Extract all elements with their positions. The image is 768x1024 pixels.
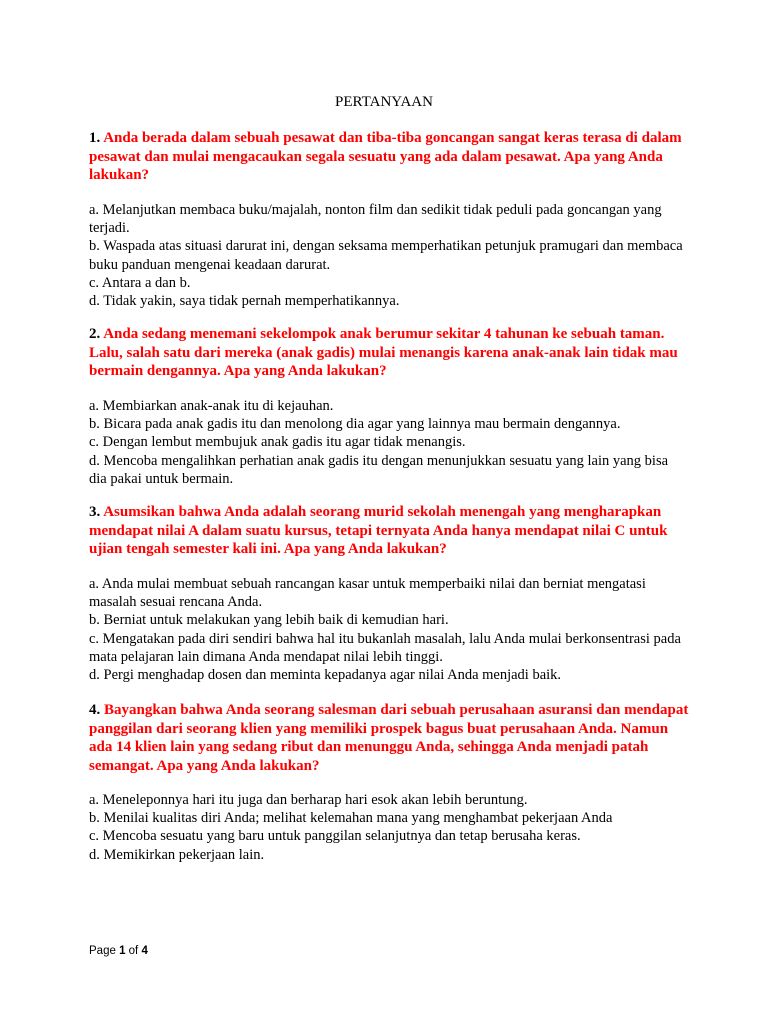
option-d: d. Memikirkan pekerjaan lain.	[89, 846, 265, 863]
question-1-options	[89, 201, 689, 310]
question-4	[89, 701, 689, 775]
option-a: a. Meneleponnya hari itu juga dan berharap hari esok akan lebih beruntung.	[89, 792, 528, 808]
question-number: 1.	[89, 130, 101, 146]
question-3-options	[89, 575, 689, 684]
question-number: 4.	[89, 702, 101, 718]
option-d: d. Tidak yakin, saya tidak pernah memperhatikannya.	[89, 293, 400, 310]
page-title: PERTANYAAN	[335, 94, 433, 110]
option-b: b. Waspada atas situasi darurat ini, dengan seksama memperhatikan petunjuk pramugari dan membaca buku panduan mengenai keadaan darurat.	[89, 238, 683, 273]
question-number: 2.	[89, 326, 101, 342]
page-total: 4	[141, 945, 148, 957]
question-number: 3.	[89, 504, 101, 520]
option-a: a. Melanjutkan membaca buku/majalah, nonton film dan sedikit tidak peduli pada goncangan yang terjadi.	[89, 202, 662, 237]
page-of: of	[125, 945, 142, 957]
option-a: a. Membiarkan anak-anak itu di kejauhan.	[89, 398, 334, 414]
page-prefix: Page	[89, 945, 120, 957]
page-number: 1	[119, 945, 126, 957]
option-c: c. Mengatakan pada diri sendiri bahwa hal itu bukanlah masalah, lalu Anda mulai berkonsentrasi pada mata pelajaran lain dimana Anda mendapat nilai lebih tinggi.	[89, 630, 681, 665]
question-text: Anda berada dalam sebuah pesawat dan tiba-tiba goncangan sangat keras terasa di dalam pesawat dan mulai mengacaukan segala sesuatu yang ada dalam pesawat. Apa yang Anda lakukan?	[89, 130, 682, 183]
question-text: Bayangkan bahwa Anda seorang salesman dari sebuah perusahaan asuransi dan mendapat panggilan dari seorang klien yang memiliki prospek bagus buat perusahaan Anda. Namun ada 14 klien lain yang sedang ribut dan menunggu Anda, sehingga Anda menjadi patah semangat. Apa yang Anda lakukan?	[89, 702, 689, 774]
question-2-options	[89, 397, 689, 488]
page-footer	[89, 944, 148, 958]
option-d: d. Pergi menghadap dosen dan meminta kepadanya agar nilai Anda menjadi baik.	[89, 667, 562, 684]
question-1	[89, 129, 689, 185]
option-b: b. Berniat untuk melakukan yang lebih baik di kemudian hari.	[89, 612, 449, 629]
question-text: Anda sedang menemani sekelompok anak berumur sekitar 4 tahunan ke sebuah taman. Lalu, salah satu dari mereka (anak gadis) mulai menangis karena anak-anak lain tidak mau bermain dengannya. Apa yang Anda lakukan?	[89, 326, 678, 379]
question-4-options	[89, 791, 689, 864]
question-text: Asumsikan bahwa Anda adalah seorang murid sekolah menengah yang mengharapkan mendapat nilai A dalam suatu kursus, tetapi ternyata Anda hanya mendapat nilai C untuk ujian tengah semester kali ini. Apa yang Anda lakukan?	[89, 504, 668, 557]
option-c: c. Antara a dan b.	[89, 274, 191, 291]
option-a: a. Anda mulai membuat sebuah rancangan kasar untuk memperbaiki nilai dan berniat mengatasi masalah sesuai rencana Anda.	[89, 576, 646, 611]
option-b: b. Menilai kualitas diri Anda; melihat kelemahan mana yang menghambat pekerjaan Anda	[89, 810, 613, 827]
option-b: b. Bicara pada anak gadis itu dan menolong dia agar yang lainnya mau bermain dengannya.	[89, 416, 621, 433]
option-c: c. Mencoba sesuatu yang baru untuk panggilan selanjutnya dan tetap berusaha keras.	[89, 828, 581, 845]
question-3	[89, 503, 689, 559]
option-c: c. Dengan lembut membujuk anak gadis itu agar tidak menangis.	[89, 434, 466, 451]
question-2	[89, 325, 689, 381]
option-d: d. Mencoba mengalihkan perhatian anak gadis itu dengan menunjukkan sesuatu yang lain yang bisa dia pakai untuk bermain.	[89, 452, 669, 487]
